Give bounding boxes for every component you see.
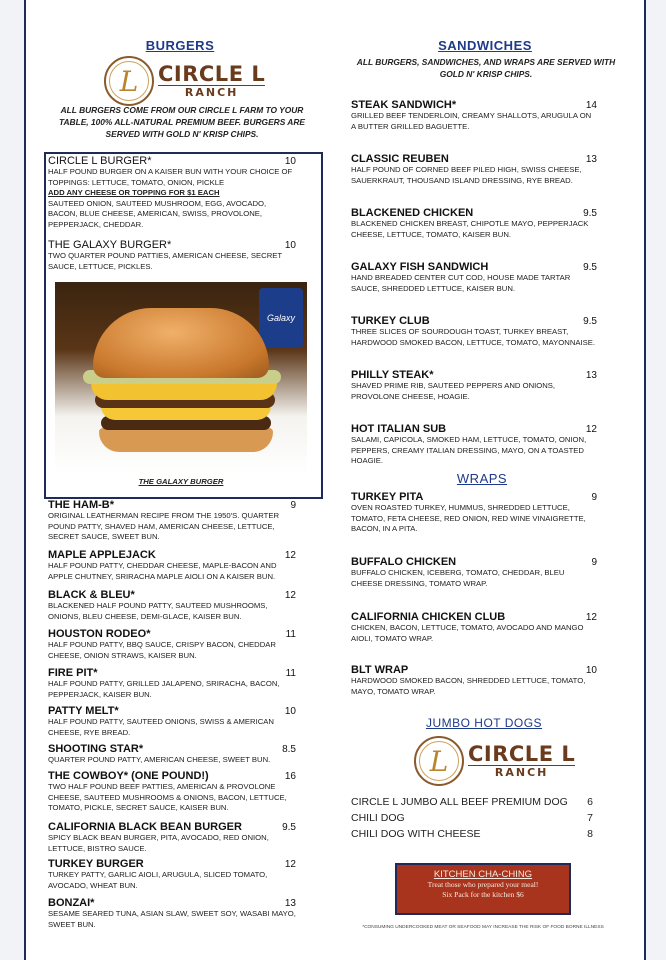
- logo-subtitle: RANCH: [158, 85, 265, 99]
- item-name: CALIFORNIA BLACK BEAN BURGER: [48, 821, 242, 833]
- menu-item: [48, 549, 296, 582]
- burgers-intro: ALL BURGERS COME FROM OUR CIRCLE L FARM TO YOUR TABLE, 100% ALL-NATURAL PREMIUM BEEF. BURGERS ARE SERVED WITH GOLD N' KRISP CHIPS.: [59, 105, 305, 139]
- menu-item: [48, 155, 296, 231]
- item-price: 10: [585, 665, 597, 676]
- item-name: PHILLY STEAK*: [351, 369, 434, 381]
- item-desc: GRILLED BEEF TENDERLOIN, CREAMY SHALLOTS, ARUGULA ON A BUTTER GRILLED BAGUETTE.: [351, 111, 592, 131]
- menu-item: [48, 858, 296, 891]
- item-name: PATTY MELT*: [48, 705, 119, 717]
- menu-item: [351, 369, 597, 402]
- hotdog-item: [351, 828, 593, 840]
- item-price: 7: [587, 812, 593, 824]
- galaxy-burger-photo: [55, 282, 307, 474]
- item-price: 9: [290, 500, 296, 511]
- footnote: *CONSUMING UNDERCOOKED MEAT OR SEAFOOD MAY INCREASE THE RISK OF FOOD BORNE ILLNESS: [362, 925, 604, 930]
- item-desc: HALF POUND PATTY, BBQ SAUCE, CRISPY BACON, CHEDDAR CHEESE, ONION STRAWS, KAISER BUN.: [48, 640, 276, 660]
- menu-item: [351, 99, 597, 132]
- wraps-title: WRAPS: [456, 471, 508, 486]
- item-name: THE GALAXY BURGER*: [48, 239, 172, 251]
- circle-l-ranch-logo-2: [414, 736, 575, 786]
- item-price: 6: [587, 796, 593, 808]
- item-name: MAPLE APPLEJACK: [48, 549, 156, 561]
- item-price: 12: [585, 424, 597, 435]
- item-price: 11: [285, 629, 296, 640]
- hotdog-item: [351, 812, 593, 824]
- item-price: 12: [585, 612, 597, 623]
- item-desc: OVEN ROASTED TURKEY, HUMMUS, SHREDDED LETTUCE, TOMATO, FETA CHEESE, RED ONION, RED WINE VINAIGRETTE, BACON, IN A PITA.: [351, 503, 586, 534]
- menu-item: [351, 664, 597, 697]
- item-desc: THREE SLICES OF SOURDOUGH TOAST, TURKEY BREAST, HARDWOOD SMOKED BACON, LETTUCE, TOMATO, MAYONNAISE.: [351, 327, 596, 347]
- item-desc: SALAMI, CAPICOLA, SMOKED HAM, LETTUCE, TOMATO, ONION, PEPPERS, CREAMY ITALIAN DRESSING, MAYO, ON A TOASTED HOAGIE.: [351, 435, 587, 466]
- item-price: 9.5: [583, 208, 597, 219]
- item-price: 12: [284, 590, 296, 601]
- menu-item: [351, 315, 597, 348]
- item-name: BONZAI*: [48, 897, 95, 909]
- item-desc: HALF POUND OF CORNED BEEF PILED HIGH, SWISS CHEESE, SAUERKRAUT, THOUSAND ISLAND DRESSING, RYE BREAD.: [351, 165, 582, 185]
- item-desc: ORIGINAL LEATHERMAN RECIPE FROM THE 1950'S. QUARTER POUND PATTY, SHAVED HAM, AMERICAN CHEESE, LETTUCE, SECRET SAUCE, SWEET BUN.: [48, 511, 280, 542]
- item-name: BLACKENED CHICKEN: [351, 207, 474, 219]
- item-price: 9: [591, 492, 597, 503]
- ching-line: Six Pack for the kitchen $6: [442, 890, 524, 899]
- item-desc: HAND BREADED CENTER CUT COD, HOUSE MADE TARTAR SAUCE, SHREDDED LETTUCE, KAISER BUN.: [351, 273, 571, 293]
- item-price: 13: [585, 370, 597, 381]
- sandwiches-title: SANDWICHES: [438, 38, 532, 53]
- kitchen-cha-ching-box: [395, 863, 571, 915]
- ching-title: KITCHEN CHA-CHING: [433, 869, 533, 880]
- item-name: BUFFALO CHICKEN: [351, 556, 457, 568]
- page-margin-right: [644, 0, 666, 960]
- item-price: 10: [284, 156, 296, 167]
- item-desc: BUFFALO CHICKEN, ICEBERG, TOMATO, CHEDDAR, BLEU CHEESE DRESSING, TOMATO WRAP.: [351, 568, 565, 588]
- item-desc: HALF POUND BURGER ON A KAISER BUN WITH YOUR CHOICE OF TOPPINGS: LETTUCE, TOMATO, ONION, PICKLE: [48, 167, 293, 187]
- item-name: HOT ITALIAN SUB: [351, 423, 447, 435]
- menu-item: [48, 743, 296, 766]
- menu-item: [48, 821, 296, 854]
- galaxy-sign: Galaxy: [259, 288, 303, 348]
- logo-title: CIRCLE L: [158, 62, 266, 86]
- circle-l-emblem-icon: L: [104, 56, 154, 106]
- item-name: BLT WRAP: [351, 664, 409, 676]
- hotdog-item: [351, 796, 593, 808]
- item-price: 11: [285, 668, 296, 679]
- item-price: 12: [284, 859, 296, 870]
- item-name: CHILI DOG WITH CHEESE: [351, 828, 481, 840]
- menu-item: [48, 667, 296, 700]
- item-price: 9.5: [583, 262, 597, 273]
- item-desc: BLACKENED HALF POUND PATTY, SAUTEED MUSHROOMS, ONIONS, BLEU CHEESE, DEMI-GLACE, KAISER BUN.: [48, 601, 268, 621]
- menu-item: [48, 589, 296, 622]
- menu-item: [351, 491, 597, 535]
- item-desc: HALF POUND PATTY, SAUTEED ONIONS, SWISS & AMERICAN CHEESE, RYE BREAD.: [48, 717, 274, 737]
- item-desc: SHAVED PRIME RIB, SAUTEED PEPPERS AND ONIONS, PROVOLONE CHEESE, HOAGIE.: [351, 381, 556, 401]
- item-price: 16: [284, 771, 296, 782]
- hotdogs-title: JUMBO HOT DOGS: [425, 716, 543, 730]
- item-name: TURKEY CLUB: [351, 315, 430, 327]
- addon-desc: SAUTEED ONION, SAUTEED MUSHROOM, EGG, AVOCADO, BACON, BLUE CHEESE, AMERICAN, SWISS, PROVOLONE, PEPPERJACK, CHEDDAR.: [48, 198, 267, 229]
- item-desc: TWO QUARTER POUND PATTIES, AMERICAN CHEESE, SECRET SAUCE, LETTUCE, PICKLES.: [48, 251, 282, 271]
- menu-item: [48, 499, 296, 543]
- logo-title: CIRCLE L: [468, 742, 576, 766]
- sandwiches-note: ALL BURGERS, SANDWICHES, AND WRAPS ARE SERVED WITH GOLD N' KRISP CHIPS.: [356, 57, 616, 79]
- circle-l-emblem-icon: L: [414, 736, 464, 786]
- item-price: 10: [284, 706, 296, 717]
- item-name: THE COWBOY* (ONE POUND!): [48, 770, 209, 782]
- item-price: 12: [284, 550, 296, 561]
- item-desc: QUARTER POUND PATTY, AMERICAN CHEESE, SWEET BUN.: [48, 755, 271, 764]
- item-name: CHILI DOG: [351, 812, 405, 824]
- burgers-title: BURGERS: [145, 38, 215, 53]
- menu-item: [351, 153, 597, 186]
- item-price: 9.5: [583, 316, 597, 327]
- item-desc: CHICKEN, BACON, LETTUCE, TOMATO, AVOCADO AND MANGO AIOLI, TOMATO WRAP.: [351, 623, 584, 643]
- item-price: 10: [284, 240, 296, 251]
- menu-item: [351, 261, 597, 294]
- item-desc: HALF POUND PATTY, CHEDDAR CHEESE, MAPLE-BACON AND APPLE CHUTNEY, SRIRACHA MAPLE AIOLI ON A KAISER BUN.: [48, 561, 277, 581]
- item-desc: SPICY BLACK BEAN BURGER, PITA, AVOCADO, RED ONION, LETTUCE, BISTRO SAUCE.: [48, 833, 269, 853]
- item-desc: TWO HALF POUND BEEF PATTIES, AMERICAN & PROVOLONE CHEESE, SAUTEED MUSHROOMS & ONIONS, BACON, LETTUCE, TOMATO, PICKLE, SECRET SAUCE, KAISER BUN.: [48, 782, 287, 813]
- item-price: 8.5: [282, 744, 296, 755]
- item-name: TURKEY BURGER: [48, 858, 144, 870]
- menu-item: [48, 897, 296, 930]
- item-price: 13: [585, 154, 597, 165]
- menu-item: [351, 611, 597, 644]
- menu-item: [351, 423, 597, 467]
- item-desc: BLACKENED CHICKEN BREAST, CHIPOTLE MAYO, PEPPERJACK CHEESE, LETTUCE, TOMATO, KAISER BUN.: [351, 219, 589, 239]
- item-name: HOUSTON RODEO*: [48, 628, 151, 640]
- item-desc: SESAME SEARED TUNA, ASIAN SLAW, SWEET SOY, WASABI MAYO, SWEET BUN.: [48, 909, 296, 929]
- item-name: THE HAM-B*: [48, 499, 114, 511]
- item-price: 9.5: [282, 822, 296, 833]
- addon-note: ADD ANY CHEESE OR TOPPING FOR $1 EACH: [48, 188, 220, 198]
- menu-item: [48, 239, 296, 272]
- logo-subtitle: RANCH: [468, 765, 575, 779]
- item-price: 13: [284, 898, 296, 909]
- page-margin-left: [0, 0, 24, 960]
- item-name: SHOOTING STAR*: [48, 743, 144, 755]
- menu-item: [48, 705, 296, 738]
- item-desc: HARDWOOD SMOKED BACON, SHREDDED LETTUCE, TOMATO, MAYO, TOMATO WRAP.: [351, 676, 586, 696]
- item-name: GALAXY FISH SANDWICH: [351, 261, 489, 273]
- menu-item: [351, 207, 597, 240]
- item-name: STEAK SANDWICH*: [351, 99, 457, 111]
- item-price: 8: [587, 828, 593, 840]
- item-name: TURKEY PITA: [351, 491, 424, 503]
- item-name: CLASSIC REUBEN: [351, 153, 449, 165]
- ching-line: Treat those who prepared your meal!: [427, 880, 539, 889]
- item-name: BLACK & BLEU*: [48, 589, 135, 601]
- item-price: 14: [585, 100, 597, 111]
- item-name: CIRCLE L JUMBO ALL BEEF PREMIUM DOG: [351, 796, 568, 808]
- item-name: CIRCLE L BURGER*: [48, 155, 152, 167]
- menu-item: [351, 556, 597, 589]
- item-name: FIRE PIT*: [48, 667, 98, 679]
- item-desc: TURKEY PATTY, GARLIC AIOLI, ARUGULA, SLICED TOMATO, AVOCADO, WHEAT BUN.: [48, 870, 268, 890]
- item-name: CALIFORNIA CHICKEN CLUB: [351, 611, 506, 623]
- circle-l-ranch-logo: [104, 56, 265, 106]
- menu-item: [48, 628, 296, 661]
- photo-caption: THE GALAXY BURGER: [138, 477, 224, 486]
- item-price: 9: [591, 557, 597, 568]
- menu-item: [48, 770, 296, 814]
- item-desc: HALF POUND PATTY, GRILLED JALAPENO, SRIRACHA, BACON, PEPPERJACK, KAISER BUN.: [48, 679, 280, 699]
